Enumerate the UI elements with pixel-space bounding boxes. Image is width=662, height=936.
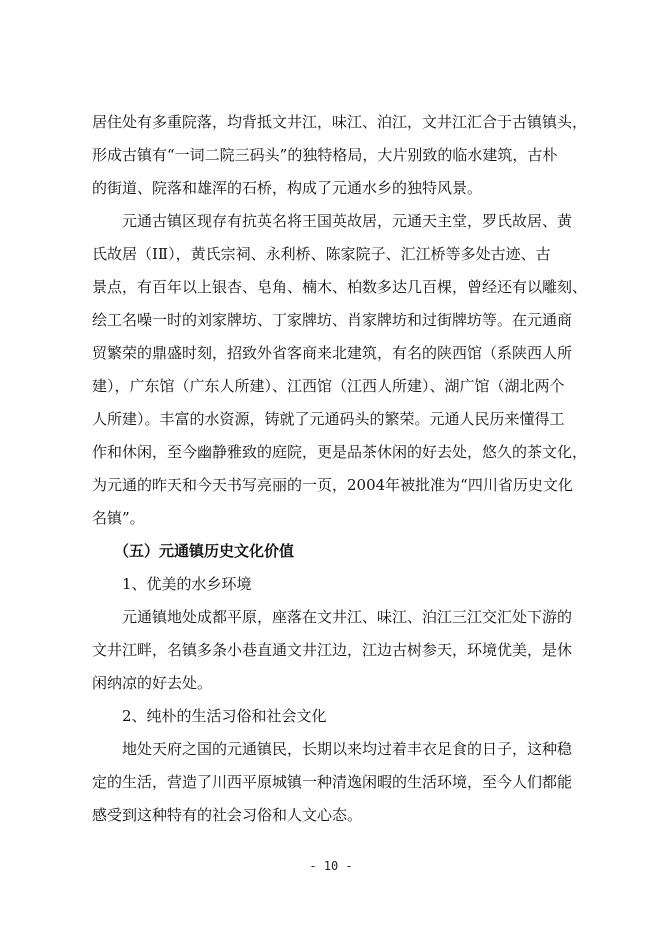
paragraph-line: 的街道、院落和雄浑的石桥，构成了元通水乡的独特风景。: [92, 179, 483, 197]
page-number: - 10 -: [309, 859, 353, 873]
paragraph-line: 氏故居（ⅠⅡ），黄氏宗祠、永利桥、陈家院子、汇江桥等多处古迹、古: [92, 245, 551, 263]
paragraph-line: 居住处有多重院落，均背抵文井江，味江、泊江，文井江汇合于古镇镇头，: [92, 113, 588, 131]
section-heading: （五）元通镇历史文化价值: [114, 542, 295, 560]
paragraph-line: 名镇”。: [92, 509, 145, 527]
paragraph-line: 建），广东馆（广东人所建）、江西馆（江西人所建）、湖广馆（湖北两个: [92, 377, 565, 395]
paragraph-line: 文井江畔，名镇多条小巷直通文井江边，江边古树参天，环境优美，是休: [92, 641, 573, 659]
paragraph-line: 感受到这种特有的社会习俗和人文心态。: [92, 806, 363, 824]
paragraph-line: 闲纳凉的好去处。: [92, 674, 213, 692]
paragraph-line: 地处天府之国的元通镇民，长期以来均过着丰衣足食的日子，这种稳: [122, 740, 573, 758]
paragraph-line: 元通镇地处成都平原，座落在文井江、味江、泊江三江交汇处下游的: [122, 608, 573, 626]
paragraph-line: 为元通的昨天和今天书写亮丽的一页，2004年被批准为“四川省历史文化: [92, 476, 573, 494]
subsection-heading: 2、纯朴的生活习俗和社会文化: [122, 707, 327, 725]
paragraph-line: 贸繁荣的鼎盛时刻，招致外省客商来北建筑，有名的陕西馆（系陕西人所: [92, 344, 573, 362]
paragraph-line: 人所建）。丰富的水资源，铸就了元通码头的繁荣。元通人民历来懂得工: [92, 410, 565, 428]
paragraph-line: 绘工名噪一时的刘家牌坊、丁家牌坊、肖家牌坊和过街牌坊等。在元通商: [92, 311, 573, 329]
paragraph-line: 形成古镇有“一词二院三码头”的独特格局，大片别致的临水建筑，古朴: [92, 146, 558, 164]
paragraph-line: 元通古镇区现存有抗英名将王国英故居，元通天主堂，罗氏故居、黄: [122, 212, 573, 230]
paragraph-line: 景点，有百年以上银杏、皂角、楠木、柏数多达几百棵，曾经还有以雕刻、: [92, 278, 588, 296]
paragraph-line: 作和休闲，至今幽静雅致的庭院，更是品茶休闲的好去处，悠久的茶文化，: [92, 443, 588, 461]
subsection-heading: 1、优美的水乡环境: [122, 575, 252, 593]
paragraph-line: 定的生活，营造了川西平原城镇一种清逸闲暇的生活环境，至今人们都能: [92, 773, 573, 791]
